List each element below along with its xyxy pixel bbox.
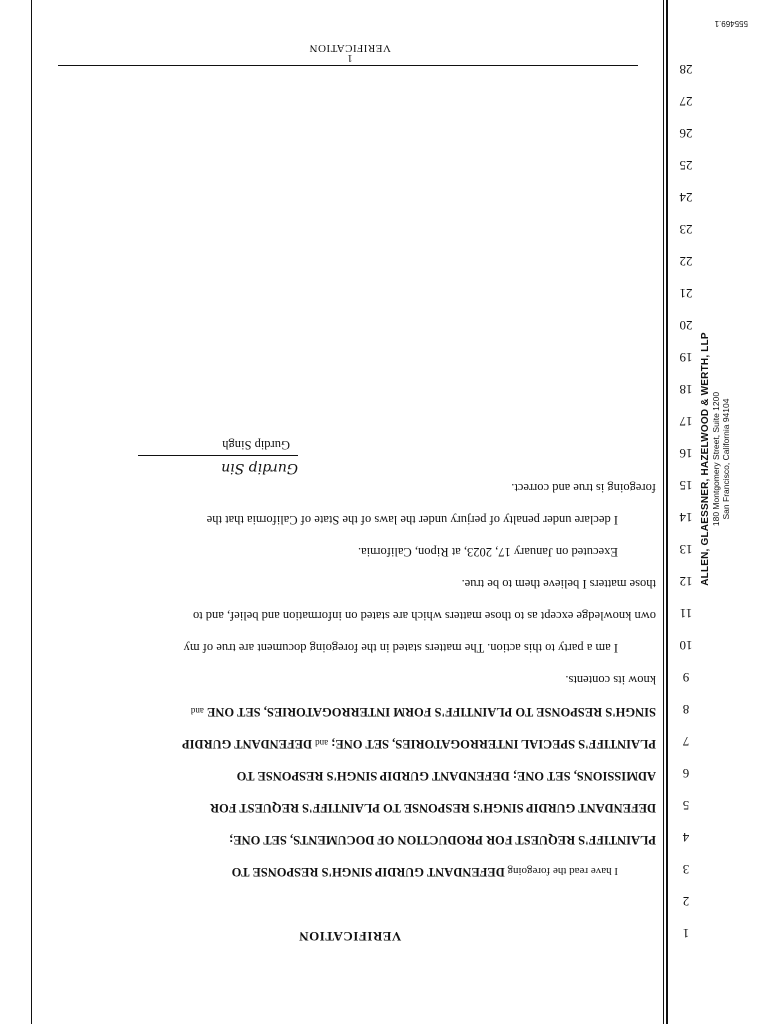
left-margin-rule xyxy=(667,0,669,1024)
firm-name: ALLEN, GLAESSNER, HAZELWOOD & WERTH, LLP xyxy=(700,332,711,586)
body-line-12: those matters I believe them to be true. xyxy=(461,577,656,591)
line-number: 27 xyxy=(679,94,693,109)
line-number: 3 xyxy=(682,862,690,877)
line-number: 8 xyxy=(682,702,690,717)
body-line-3-intro: I have read the foregoing xyxy=(504,865,618,877)
line-number: 28 xyxy=(679,62,693,77)
line-number: 22 xyxy=(679,254,693,269)
signature-line xyxy=(138,455,298,456)
line-number: 21 xyxy=(679,286,693,301)
line-number: 19 xyxy=(679,350,693,365)
line-number: 12 xyxy=(679,574,693,589)
body-line-9: know its contents. xyxy=(565,673,656,687)
left-margin-rule-inner xyxy=(663,0,664,1024)
body-line-14: I declare under penalty of perjury under the laws of the State of California that the xyxy=(206,513,618,527)
body-line-7-and: and xyxy=(315,738,329,748)
body-line-7-a: PLAINTIFF'S SPECIAL INTERROGATORIES, SET ONE; xyxy=(328,737,656,751)
body-line-8 xyxy=(191,704,656,719)
line-number: 24 xyxy=(679,190,693,205)
body-line-3 xyxy=(232,864,618,879)
footer-title: VERIFICATION xyxy=(309,42,391,54)
line-number: 23 xyxy=(679,222,693,237)
body-line-5: DEFENDANT GURDIP SINGH'S RESPONSE TO PLAINTIFF'S REQUEST FOR xyxy=(209,801,656,815)
line-number: 4 xyxy=(682,830,690,845)
body-line-6: ADMISSIONS, SET ONE; DEFENDANT GURDIP SINGH'S RESPONSE TO xyxy=(236,769,656,783)
firm-block xyxy=(700,294,750,624)
line-number: 11 xyxy=(679,606,693,621)
document-code: 555469.1 xyxy=(714,19,748,28)
body-line-15: foregoing is true and correct. xyxy=(511,481,656,495)
line-number: 25 xyxy=(679,158,693,173)
line-number: 17 xyxy=(679,414,693,429)
line-number: 6 xyxy=(682,766,690,781)
footer-rule xyxy=(58,65,638,66)
line-number: 7 xyxy=(682,734,690,749)
right-margin-rule xyxy=(31,0,32,1024)
body-line-4: PLAINTIFF'S REQUEST FOR PRODUCTION OF DOCUMENTS, SET ONE; xyxy=(229,833,656,847)
line-number: 13 xyxy=(679,542,693,557)
body-line-8-a: SINGH'S RESPONSE TO PLAINTIFF'S FORM INTERROGATORIES, SET ONE xyxy=(203,705,656,719)
signatory-name: Gurdip Singh xyxy=(222,438,290,452)
line-number: 20 xyxy=(679,318,693,333)
signature-script: Gurdip Sin xyxy=(221,460,298,476)
body-line-7 xyxy=(182,736,656,751)
line-number: 14 xyxy=(679,510,693,525)
body-line-13: Executed on January 17, 2023, at Ripon, California. xyxy=(357,545,618,559)
body-line-7-b: DEFENDANT GURDIP xyxy=(182,737,316,751)
line-number: 2 xyxy=(682,894,690,909)
line-number: 15 xyxy=(679,478,693,493)
line-number: 26 xyxy=(679,126,693,141)
line-number: 1 xyxy=(682,926,690,941)
line-number: 18 xyxy=(679,382,693,397)
line-number: 16 xyxy=(679,446,693,461)
footer-page-number: 1 xyxy=(347,52,353,64)
body-line-11: own knowledge except as to those matters which are stated on information and belief, and to xyxy=(192,609,656,623)
page-title: VERIFICATION xyxy=(298,929,402,944)
line-number: 9 xyxy=(682,670,690,685)
line-number: 5 xyxy=(682,798,690,813)
body-line-8-and: and xyxy=(190,706,204,716)
body-line-10: I am a party to this action. The matters stated in the foregoing document are true of my xyxy=(183,641,618,655)
firm-address-line2: San Francisco, California 94104 xyxy=(721,398,731,520)
firm-address-line1: 180 Montgomery Street, Suite 1200 xyxy=(711,391,721,527)
body-line-3-title: DEFENDANT GURDIP SINGH'S RESPONSE TO xyxy=(231,865,505,879)
line-number: 10 xyxy=(679,638,693,653)
